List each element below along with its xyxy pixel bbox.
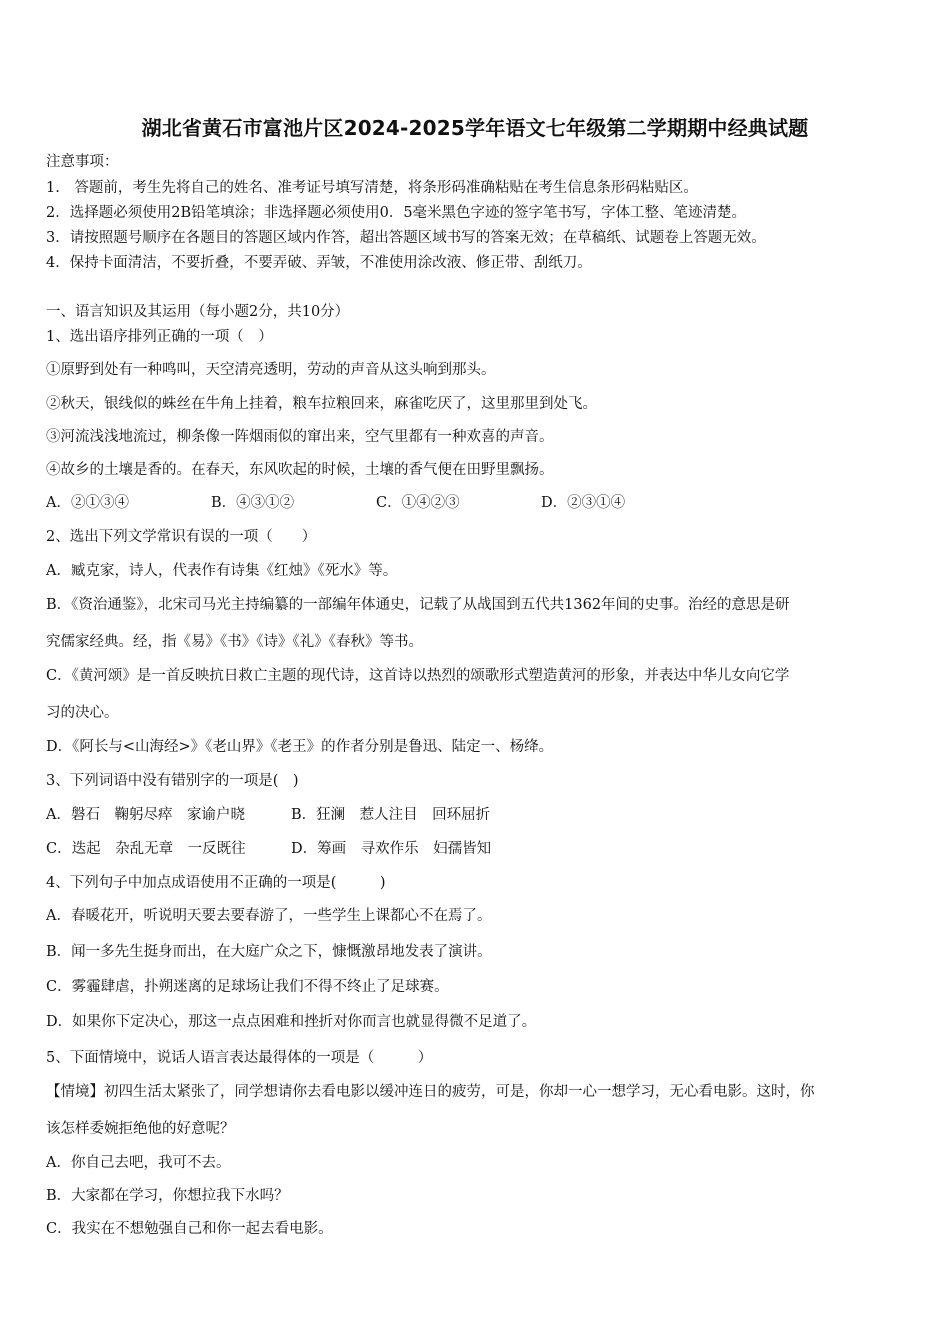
q5-option-a: A．你自己去吧，我可不去。 [46, 1155, 231, 1171]
question-1-stem: 1、选出语序排列正确的一项（ ） [46, 329, 273, 345]
notice-item-1: 1. 答题前，考生先将自己的姓名、准考证号填写清楚，将条形码准确粘贴在考生信息条形码粘贴区。 [46, 180, 698, 196]
question-3-stem: 3、下列词语中没有错别字的一项是( ) [46, 773, 299, 789]
section-heading: 一、语言知识及其运用（每小题2分，共10分） [46, 304, 350, 320]
q2-option-a: A．臧克家，诗人，代表作有诗集《红烛》《死水》等。 [46, 563, 398, 579]
q3-option-d: D．筹画 寻欢作乐 妇孺皆知 [291, 841, 492, 857]
question-2-stem: 2、选出下列文学常识有误的一项（ ） [46, 529, 317, 545]
page-title: 湖北省黄石市富池片区2024-2025学年语文七年级第二学期期中经典试题 [141, 116, 809, 140]
q3-options-row-1 [46, 805, 646, 825]
q1-sentence-2: ②秋天，银线似的蛛丝在牛角上挂着，粮车拉粮回来，麻雀吃厌了，这里那里到处飞。 [46, 396, 597, 412]
q2-option-c-line2: 习的决心。 [46, 705, 119, 721]
q1-option-b: B．④③①② [211, 495, 295, 511]
q1-option-d: D．②③①④ [541, 495, 626, 511]
q1-sentence-4: ④故乡的土壤是香的。在春天，东风吹起的时候，土壤的香气便在田野里飘扬。 [46, 462, 554, 478]
q4-option-c: C．雾霾肆虐，扑朔迷离的足球场让我们不得不终止了足球赛。 [46, 979, 449, 995]
question-5-stem: 5、下面情境中，说话人语言表达最得体的一项是（ ） [46, 1050, 433, 1066]
notice-item-4: 4．保持卡面清洁，不要折叠，不要弄破、弄皱，不准使用涂改液、修正带、刮纸刀。 [46, 255, 592, 271]
q5-option-c: C．我实在不想勉强自己和你一起去看电影。 [46, 1221, 333, 1237]
q3-option-a: A．磐石 鞠躬尽瘁 家谕户晓 [46, 807, 245, 823]
notice-heading: 注意事项： [46, 154, 119, 170]
q3-option-c: C．迭起 杂乱无章 一反既往 [46, 841, 246, 857]
q4-option-d: D．如果你下定决心，那这一点点困难和挫折对你而言也就显得微不足道了。 [46, 1014, 537, 1030]
q3-option-b: B．狂澜 惹人注目 回环屈折 [291, 807, 491, 823]
q5-scenario-line2: 该怎样委婉拒绝他的好意呢？ [46, 1121, 235, 1137]
q1-options [46, 493, 746, 513]
q4-option-a: A．春暖花开，听说明天要去要春游了，一些学生上课都心不在焉了。 [46, 908, 492, 924]
question-4-stem: 4、下列句子中加点成语使用不正确的一项是( ) [46, 875, 386, 891]
q2-option-b-line1: B．《资治通鉴》，北宋司马光主持编纂的一部编年体通史，记载了从战国到五代共1362年间的史事。治经的意思是研 [46, 597, 790, 613]
q1-sentence-3: ③河流浅浅地流过，柳条像一阵烟雨似的窜出来，空气里都有一种欢喜的声音。 [46, 429, 554, 445]
notice-item-3: 3．请按照题号顺序在各题目的答题区域内作答，超出答题区域书写的答案无效；在草稿纸、试题卷上答题无效。 [46, 230, 766, 246]
q1-sentence-1: ①原野到处有一种鸣叫，天空清亮透明，劳动的声音从这头响到那头。 [46, 362, 496, 378]
q3-options-row-2 [46, 839, 646, 859]
q2-option-d: D．《阿长与<山海经>》《老山界》《老王》的作者分别是鲁迅、陆定一、杨绛。 [46, 739, 554, 755]
notice-item-2: 2．选择题必须使用2B铅笔填涂；非选择题必须使用0．5毫米黑色字迹的签字笔书写，字体工整、笔迹清楚。 [46, 205, 747, 221]
q1-option-a: A．②①③④ [46, 495, 129, 511]
q2-option-b-line2: 究儒家经典。经，指《易》《书》《诗》《礼》《春秋》等书。 [46, 634, 423, 650]
q4-option-b: B．闻一多先生挺身而出，在大庭广众之下，慷慨激昂地发表了演讲。 [46, 944, 492, 960]
q1-option-c: C．①④②③ [376, 495, 460, 511]
q2-option-c-line1: C．《黄河颂》是一首反映抗日救亡主题的现代诗，这首诗以热烈的颂歌形式塑造黄河的形象，并表达中华儿女向它学 [46, 668, 790, 684]
q5-option-b: B．大家都在学习，你想拉我下水吗？ [46, 1188, 289, 1204]
q5-scenario-line1: 【情境】初四生活太紧张了，同学想请你去看电影以缓冲连日的疲劳，可是，你却一心一想学习，无心看电影。这时，你 [46, 1084, 815, 1100]
